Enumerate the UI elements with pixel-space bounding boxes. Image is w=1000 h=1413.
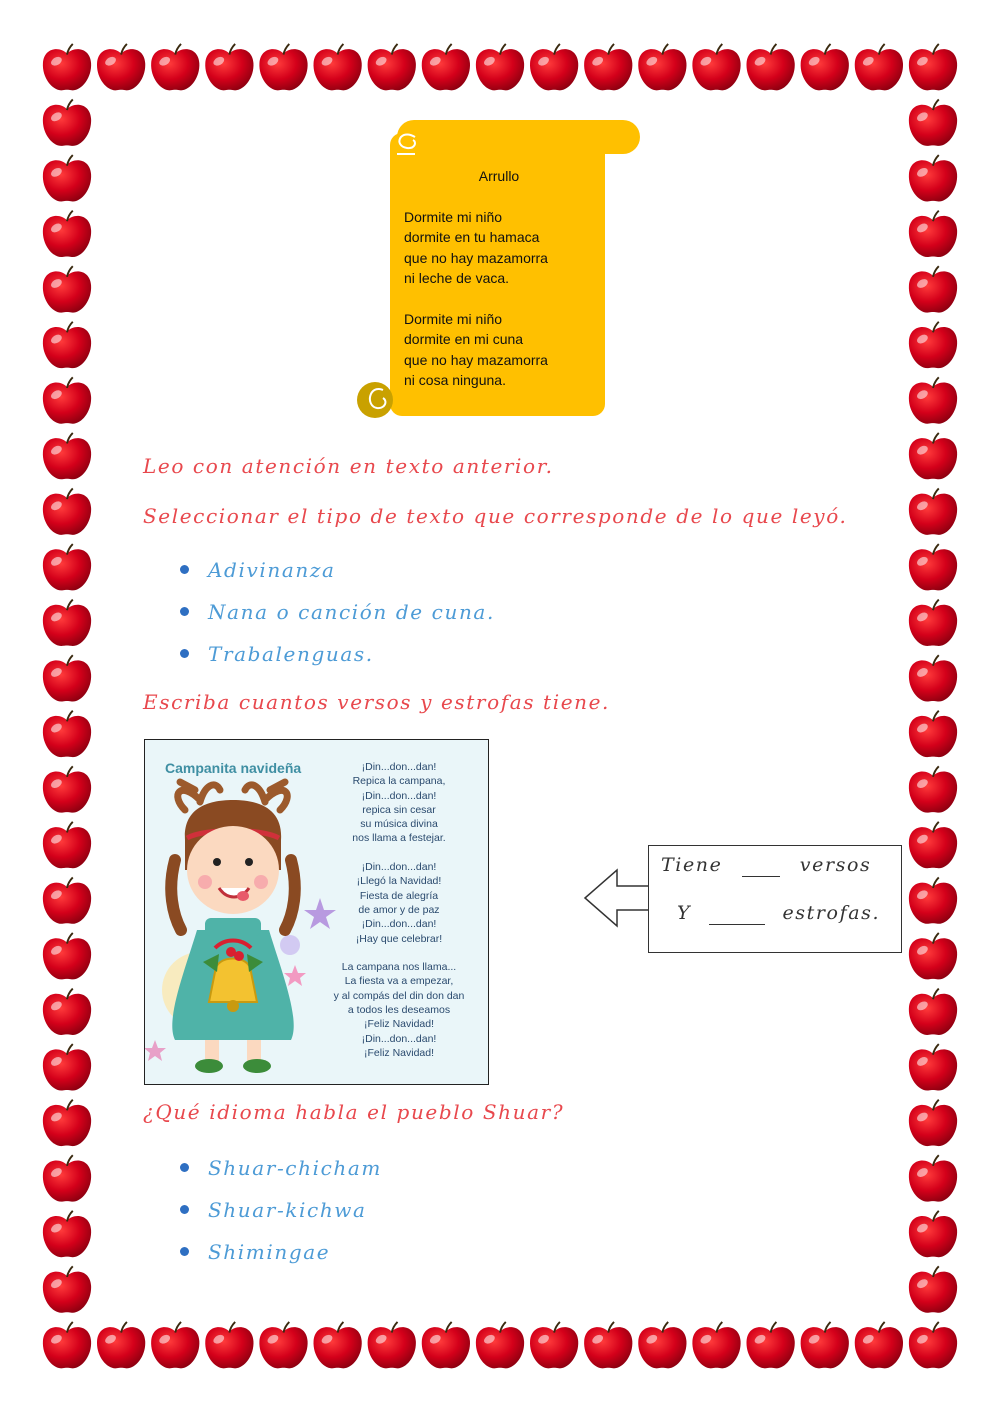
apple-icon [530,44,578,90]
card-verse: Fiesta de alegría [359,889,439,902]
stanza-gap [313,946,485,960]
apple-icon [422,1322,470,1368]
stanza-gap [313,846,485,860]
bullet-icon [180,649,189,658]
apple-icon [909,1044,957,1090]
apple-icon [43,266,91,312]
option-label: Shuar-chicham [208,1156,382,1180]
apple-icon [313,44,361,90]
card-verse: La fiesta va a empezar, [344,975,454,988]
card-poem-lines [313,760,485,1060]
apple-icon [43,377,91,423]
apple-icon [855,44,903,90]
apple-icon [909,266,957,312]
apple-icon [909,1155,957,1201]
apple-icon [43,544,91,590]
apple-icon [43,44,91,90]
answer-label: versos [799,854,872,876]
scroll-text [404,166,604,411]
apple-icon [43,1100,91,1146]
apple-icon [909,1322,957,1368]
bullet-icon [180,607,189,616]
apple-icon [909,877,957,923]
verse: Dormite mi niño [404,208,503,225]
apple-icon [530,1322,578,1368]
card-verse: ¡Din...don...dan! [361,761,437,773]
apple-icon [909,1266,957,1312]
option-adivinanza[interactable] [178,555,495,597]
apple-icon [151,1322,199,1368]
verse: ni cosa ninguna. [404,372,506,388]
answer-label: Y [677,902,692,924]
verse: Dormite mi niño [404,310,503,327]
left-arrow-icon [583,868,653,928]
option-shimingae[interactable] [178,1237,382,1279]
option-shuar-chicham[interactable] [178,1153,382,1195]
apple-icon [476,1322,524,1368]
apple-icon [259,44,307,90]
apple-icon [259,1322,307,1368]
apple-icon [909,99,957,145]
apple-icon [43,99,91,145]
card-verse: La campana nos llama... [341,961,457,974]
card-verse: ¡Feliz Navidad! [363,1046,435,1059]
bullet-icon [180,1247,189,1256]
card-verse: ¡Din...don...dan! [361,918,437,931]
apple-icon [205,1322,253,1368]
apple-icon [801,1322,849,1368]
apple-icon [43,322,91,368]
apple-icon [909,655,957,701]
apple-icon [909,600,957,646]
apple-icon [746,1322,794,1368]
apple-icon [43,211,91,257]
card-verse: de amor y de paz [358,903,440,916]
apple-icon [43,488,91,534]
apple-icon [43,600,91,646]
apple-icon [909,322,957,368]
stanza-1 [404,207,604,289]
card-verse: ¡Llegó la Navidad! [356,875,442,888]
apple-icon [97,44,145,90]
option-label: Trabalenguas. [208,642,374,666]
apple-icon [368,1322,416,1368]
apple-icon [909,155,957,201]
apple-icon [909,211,957,257]
scroll-title: Arrullo [478,168,520,184]
apple-icon [909,544,957,590]
stanzas-blank-input[interactable] [709,902,765,925]
answer-line-verses [661,854,871,877]
card-verse: a todos les deseamos [347,1004,451,1017]
card-verse: ¡Din...don...dan! [361,789,437,802]
option-label: Nana o canción de cuna. [208,600,495,624]
apple-icon [43,711,91,757]
answer-label: Tiene [661,854,723,876]
question-verses: Escriba cuantos versos y estrofas tiene. [143,690,610,714]
language-options [178,1153,382,1279]
option-trabalenguas[interactable] [178,639,495,681]
card-verse: y al compás del din don dan [333,989,465,1002]
apple-icon [909,711,957,757]
apple-icon [638,1322,686,1368]
apple-icon [43,433,91,479]
verse: dormite en mi cuna [404,331,524,347]
answer-line-stanzas [677,902,880,925]
apple-icon [855,1322,903,1368]
apple-icon [43,1322,91,1368]
verse: que no hay mazamorra [404,249,548,266]
apple-icon [43,1044,91,1090]
card-verse: nos llama a festejar. [352,832,446,845]
apple-icon [746,44,794,90]
apple-icon [909,822,957,868]
answer-label: estrofas. [782,902,881,924]
apple-icon [476,44,524,90]
apple-icon [692,44,740,90]
card-title: Campanita navideña [165,760,302,776]
apple-icon [43,1155,91,1201]
bullet-icon [180,565,189,574]
card-verse: ¡Hay que celebrar! [355,932,443,945]
apple-icon [909,1211,957,1257]
card-verse: ¡Din...don...dan! [361,1032,437,1045]
question-shuar-language: ¿Qué idioma habla el pueblo Shuar? [143,1100,565,1124]
verses-blank-input[interactable] [742,854,780,877]
apple-icon [43,877,91,923]
verse: ni leche de vaca. [404,270,510,286]
apple-icon [368,44,416,90]
card-verse: ¡Feliz Navidad! [363,1018,435,1031]
apple-icon [909,433,957,479]
apple-icon [43,155,91,201]
apple-icon [43,822,91,868]
question-read: Leo con atención en texto anterior. [143,454,554,478]
apple-icon [151,44,199,90]
apple-icon [43,989,91,1035]
apple-icon [909,766,957,812]
card-verse: ¡Din...don...dan! [361,861,437,874]
bullet-icon [180,1163,189,1172]
option-label: Shuar-kichwa [208,1198,367,1222]
apple-icon [422,44,470,90]
apple-icon [909,1100,957,1146]
card-verse: su música divina [360,818,438,831]
card-verse: Repica la campana, [352,775,446,788]
apple-icon [909,933,957,979]
verse: que no hay mazamorra [404,351,548,368]
option-nana[interactable] [178,597,495,639]
apple-icon [43,933,91,979]
verse: dormite en tu hamaca [404,229,540,245]
option-label: Shimingae [208,1240,331,1264]
answer-box [648,845,902,953]
apple-icon [909,488,957,534]
apple-icon [801,44,849,90]
apple-icon [909,44,957,90]
apple-icon [584,1322,632,1368]
apple-icon [584,44,632,90]
question-select-type: Seleccionar el tipo de texto que corresponde de lo que leyó. [143,504,848,528]
apple-icon [205,44,253,90]
apple-icon [43,1211,91,1257]
apple-icon [909,377,957,423]
apple-icon [43,1266,91,1312]
card-verse: repica sin cesar [362,803,436,816]
apple-icon [97,1322,145,1368]
option-shuar-kichwa[interactable] [178,1195,382,1237]
stanza-2 [404,309,604,391]
apple-icon [692,1322,740,1368]
bullet-icon [180,1205,189,1214]
text-type-options [178,555,495,681]
option-label: Adivinanza [208,558,336,582]
apple-icon [313,1322,361,1368]
apple-icon [43,766,91,812]
campanita-card [144,739,489,1085]
apple-icon [638,44,686,90]
apple-icon [909,989,957,1035]
apple-icon [43,655,91,701]
